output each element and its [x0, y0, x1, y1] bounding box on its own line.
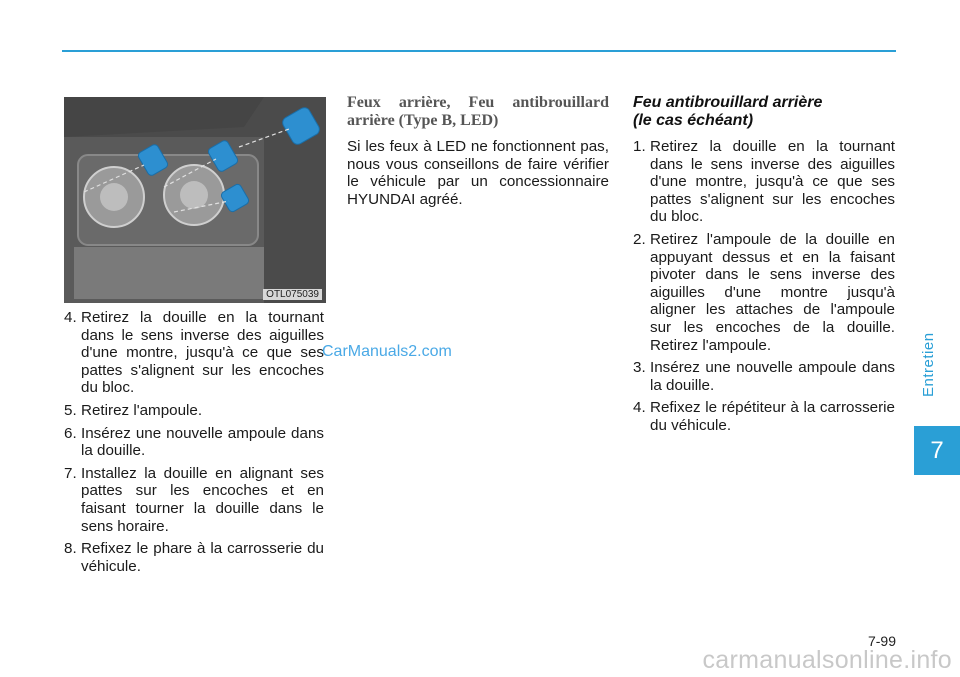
- section-heading-led: Feux arrière, Feu antibrouillard arrière (Type B, LED): [347, 94, 609, 129]
- steps-list-left: [64, 309, 324, 575]
- list-item: 8. Refixez le phare à la carrosserie du véhicule.: [64, 540, 324, 575]
- section-side-label: Entretien: [920, 332, 937, 398]
- chapter-number: 7: [930, 436, 944, 464]
- figure-code: OTL075039: [263, 289, 322, 300]
- list-item: 4. Refixez le répétiteur à la carrosserie du véhicule.: [633, 399, 895, 434]
- watermark-link[interactable]: CarManuals2.com: [322, 343, 452, 360]
- footer-watermark: carmanualsonline.info: [702, 646, 952, 674]
- list-item: 2. Retirez l'ampoule de la douille en appuyant dessus et en la faisant pivoter dans le sens inverse des aiguilles d'une montre jusqu'à aligner les attaches de l'ampoule sur les encoches de la douille. Retirez l'ampoule.: [633, 230, 895, 354]
- figure-illustration: [64, 97, 326, 303]
- header-rule: [62, 50, 896, 52]
- list-item: 7. Installez la douille en alignant ses pattes sur les encoches et en faisant tourner la douille dans le sens horaire.: [64, 464, 324, 535]
- column-middle: [347, 94, 609, 208]
- list-item: 3. Insérez une nouvelle ampoule dans la douille.: [633, 359, 895, 394]
- bulb-replacement-figure: [64, 97, 326, 303]
- list-item: 1. Retirez la douille en la tournant dans le sens inverse des aiguilles d'une montre, jusqu'à ce que ses pattes s'alignent sur les encoches du bloc.: [633, 138, 895, 226]
- list-item: 4. Retirez la douille en la tournant dans le sens inverse des aiguilles d'une montre, jusqu'à ce que ses pattes s'alignent sur les encoches du bloc.: [64, 309, 324, 397]
- column-left: [64, 309, 324, 580]
- steps-list-right: [633, 138, 895, 435]
- chapter-tab: [914, 426, 960, 475]
- page-number: 7-99: [867, 633, 896, 649]
- list-item: 6. Insérez une nouvelle ampoule dans la douille.: [64, 424, 324, 460]
- list-item: 5. Retirez l'ampoule.: [64, 401, 203, 419]
- section-heading-fog: Feu antibrouillard arrière (le cas échéant): [633, 94, 823, 129]
- led-paragraph: Si les feux à LED ne fonctionnent pas, nous vous conseillons de faire vérifier le véhicule par un concessionnaire HYUNDAI agréé.: [347, 138, 609, 208]
- column-right: [633, 94, 895, 440]
